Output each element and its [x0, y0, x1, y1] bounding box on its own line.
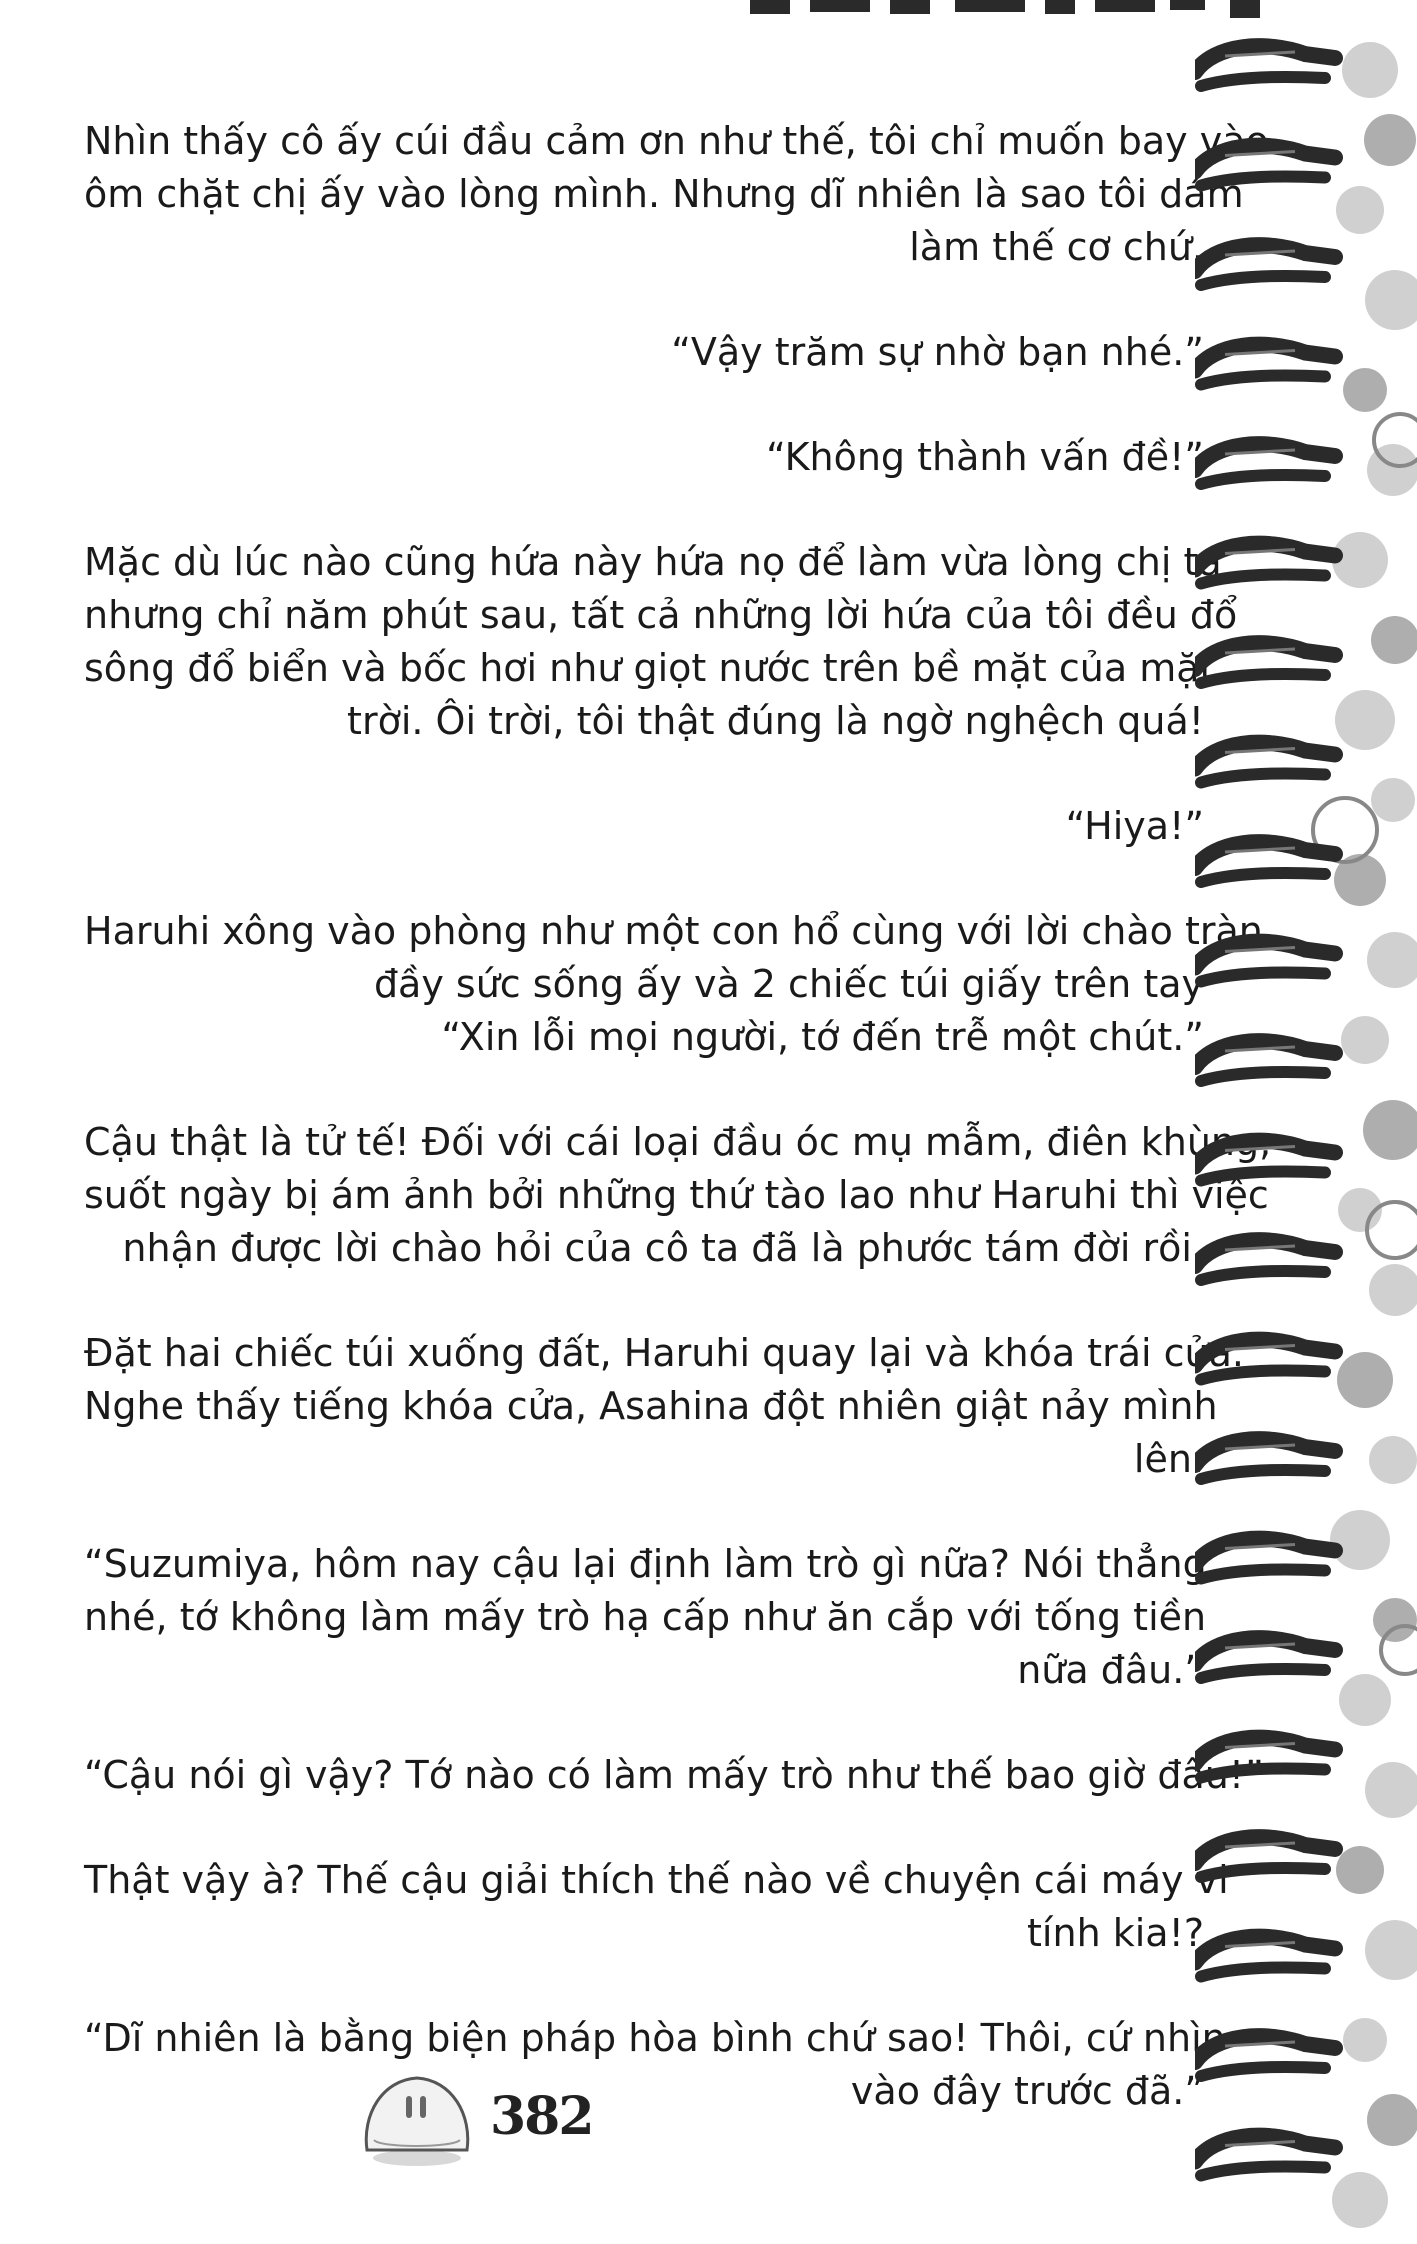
- text-line: nữa đâu.”: [1017, 1648, 1204, 1692]
- text-line: lên.: [1133, 1437, 1204, 1481]
- text-line: “Xin lỗi mọi người, tớ đến trễ một chút.”: [441, 1015, 1204, 1059]
- paragraph: [84, 2012, 1226, 2118]
- binding-ring: [1195, 942, 1335, 982]
- binding-ring: [1195, 444, 1335, 484]
- paragraph: [84, 536, 1238, 748]
- text-line: Thật vậy à? Thế cậu giải thích thế nào về chuyện cái máy vi: [84, 1858, 1229, 1902]
- paragraph: [84, 800, 1204, 853]
- text-line: “Suzumiya, hôm nay cậu lại định làm trò gì nữa? Nói thẳng: [84, 1542, 1207, 1586]
- binding-ring: [1195, 544, 1335, 584]
- binding-ring: [1195, 1340, 1335, 1380]
- binding-ring: [1195, 1141, 1335, 1181]
- text-line: Haruhi xông vào phòng như một con hổ cùng với lời chào tràn: [84, 909, 1263, 953]
- binding-ring: [1195, 643, 1335, 683]
- text-line: đầy sức sống ấy và 2 chiếc túi giấy trên tay: [373, 962, 1204, 1006]
- binding-ring: [1195, 1638, 1335, 1678]
- paragraph: [84, 431, 1204, 484]
- text-line: Nhìn thấy cô ấy cúi đầu cảm ơn như thế, tôi chỉ muốn bay vào: [84, 119, 1269, 163]
- text-line: “Cậu nói gì vậy? Tớ nào có làm mấy trò như thế bao giờ đâu!”: [84, 1753, 1264, 1797]
- text-line: “Dĩ nhiên là bằng biện pháp hòa bình chứ sao! Thôi, cứ nhìn: [84, 2016, 1226, 2060]
- binding-ring: [1195, 345, 1335, 385]
- text-line: làm thế cơ chứ.: [909, 225, 1204, 269]
- text-line: sông đổ biển và bốc hơi như giọt nước trên bề mặt của mặt: [84, 646, 1215, 690]
- text-line: ôm chặt chị ấy vào lòng mình. Nhưng dĩ nhiên là sao tôi dám: [84, 172, 1244, 216]
- binding-ring: [1195, 2036, 1335, 2076]
- text-line: Đặt hai chiếc túi xuống đất, Haruhi quay lại và khóa trái cửa.: [84, 1331, 1244, 1375]
- spiral-binding-icon: [1195, 0, 1417, 2244]
- text-line: vào đây trước đã.”: [850, 2069, 1204, 2113]
- body-text: [84, 115, 1272, 2170]
- binding-ring: [1195, 1738, 1335, 1778]
- text-line: “Hiya!”: [1065, 804, 1204, 848]
- binding-ring: [1195, 842, 1335, 882]
- mascot-blob-icon: [352, 2060, 482, 2170]
- page-footer: [352, 2060, 612, 2170]
- text-line: “Vậy trăm sự nhờ bạn nhé.”: [671, 330, 1204, 374]
- paragraph: [84, 1327, 1244, 1486]
- binding-ring: [1195, 46, 1335, 86]
- binding-ring: [1195, 1240, 1335, 1280]
- binding-ring: [1195, 743, 1335, 783]
- binding-ring: [1195, 1539, 1335, 1579]
- binding-ring: [1195, 245, 1335, 285]
- text-line: trời. Ôi trời, tôi thật đúng là ngờ nghệch quá!: [347, 699, 1204, 743]
- binding-ring: [1195, 2136, 1335, 2176]
- page-number: 382: [490, 2086, 593, 2147]
- paragraph: [84, 1854, 1229, 1960]
- text-line: nhận được lời chào hỏi của cô ta đã là phước tám đời rồi.: [122, 1226, 1204, 1270]
- paragraph: [84, 1116, 1272, 1275]
- paragraph: [84, 115, 1269, 274]
- paragraph: [84, 326, 1204, 379]
- paragraph: [84, 1538, 1207, 1697]
- text-line: Mặc dù lúc nào cũng hứa này hứa nọ để làm vừa lòng chị ta: [84, 540, 1222, 584]
- text-line: Cậu thật là tử tế! Đối với cái loại đầu óc mụ mẫm, điên khùng,: [84, 1120, 1272, 1164]
- binding-ring: [1195, 1937, 1335, 1977]
- text-line: tính kia!?: [1027, 1911, 1204, 1955]
- paragraph: [84, 905, 1263, 1064]
- binding-ring: [1195, 1041, 1335, 1081]
- text-line: “Không thành vấn đề!”: [766, 435, 1204, 479]
- text-line: Nghe thấy tiếng khóa cửa, Asahina đột nhiên giật nảy mình: [84, 1384, 1218, 1428]
- binding-ring: [1195, 146, 1335, 186]
- text-line: suốt ngày bị ám ảnh bởi những thứ tào lao như Haruhi thì việc: [84, 1173, 1269, 1217]
- binding-ring: [1195, 1837, 1335, 1877]
- binding-ring: [1195, 1439, 1335, 1479]
- text-line: nhưng chỉ năm phút sau, tất cả những lời hứa của tôi đều đổ: [84, 593, 1238, 637]
- text-line: nhé, tớ không làm mấy trò hạ cấp như ăn cắp với tống tiền: [84, 1595, 1207, 1639]
- paragraph: [84, 1749, 1264, 1802]
